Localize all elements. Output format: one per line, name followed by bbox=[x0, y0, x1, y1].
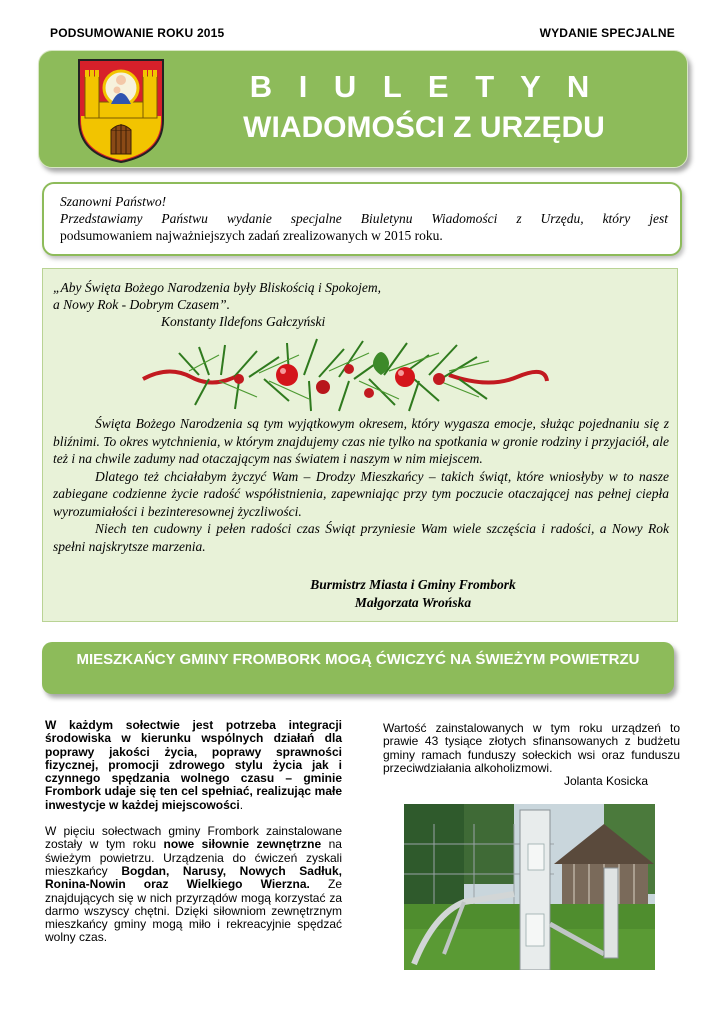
intro-greeting: Szanowni Państwo! bbox=[60, 194, 167, 209]
bulletin-title: B I U L E T Y N bbox=[249, 69, 599, 104]
christmas-wishes-box bbox=[42, 268, 678, 622]
article-lead-end: . bbox=[239, 797, 244, 812]
wishes-body bbox=[53, 415, 669, 555]
outdoor-gym-photo bbox=[404, 804, 655, 970]
wishes-paragraph: Święta Bożego Narodzenia są tym wyjątkowym okresem, który wygasza emocje, służąc pojednaniu się z bliźnimi. To okres wytchnienia, w którym znajdujemy czas nie tylko na spotkania w gronie rodziny i przyjaciół, ale też i na chwile zadumy nad otaczającym nas światem i naszym w nim miejscem. bbox=[53, 416, 669, 466]
highlight-text: nowe siłownie zewnętrzne bbox=[163, 837, 322, 852]
intro-line: Przedstawiamy Państwu wydanie specjalne Biuletynu Wiadomości z Urzędu, który jest bbox=[60, 211, 668, 226]
text-run: na świeżym powietrzu. Urządzenia do ćwiczeń zyskali mieszkańcy bbox=[45, 837, 342, 878]
wishes-paragraph: Dlatego też chciałabym życzyć Wam – Drodzy Mieszkańcy – takich świąt, które wniosłyby w to nasze zabiegane codzienne życie radość współistnienia, zapewniając przy tym poczucie otaczającej nas pełnej ciepła wyrozumiałości i bezinteresownej życzliwości. bbox=[53, 468, 669, 519]
article-lead-bold: W każdym sołectwie jest potrzeba integracji środowiska w kierunku wspólnych działań dla poprawy jakości życia, poprawy sprawności fizycznej, promocji zdrowego stylu życia jak i czynnego spędzania wolnego czasu – gminie Frombork udaje się ten cel spełniać, realizując małe inwestycje w każdej miejscowości bbox=[45, 718, 342, 812]
quote bbox=[53, 279, 381, 330]
quote-line: a Nowy Rok - Dobrym Czasem”. bbox=[53, 297, 230, 312]
signature-title: Burmistrz Miasta i Gminy Frombork bbox=[310, 577, 516, 592]
article-paragraph: Wartość zainstalowanych w tym roku urządzeń to prawie 43 tysiące złotych sfinansowanych z budżetu gminy ramach funduszy sołeckich wsi oraz funduszu przeciwdziałania alkoholizmowi. bbox=[383, 721, 680, 775]
article-lead bbox=[45, 719, 342, 812]
article-right-column bbox=[383, 722, 680, 788]
section-header bbox=[42, 642, 674, 694]
bulletin-subtitle: WIADOMOŚCI Z URZĘDU bbox=[243, 111, 605, 144]
intro-box bbox=[42, 182, 682, 256]
section-title: MIESZKAŃCY GMINY FROMBORK MOGĄ ĆWICZYĆ NA ŚWIEŻYM POWIETRZU bbox=[76, 651, 640, 668]
intro-line: podsumowaniem najważniejszych zadań zrealizowanych w 2015 roku. bbox=[60, 228, 443, 243]
signature-name: Małgorzata Wrońska bbox=[354, 595, 472, 610]
christmas-garland-icon bbox=[139, 335, 549, 417]
issue-label: PODSUMOWANIE ROKU 2015 bbox=[50, 26, 225, 40]
bulletin-header bbox=[38, 50, 688, 168]
quote-line: „Aby Święta Bożego Narodzenia były Bliskością i Spokojem, bbox=[53, 280, 381, 295]
edition-label: WYDANIE SPECJALNE bbox=[539, 26, 675, 40]
town-coat-of-arms-icon bbox=[77, 58, 165, 164]
quote-author: Konstanty Ildefons Gałczyński bbox=[161, 314, 326, 329]
village-names: Bogdan, Narusy, Nowych Sadłuk, Ronina-Nowin oraz Wielkiego Wierzna. bbox=[45, 863, 342, 892]
signature bbox=[203, 576, 623, 612]
text-run: W pięciu sołectwach gminy Frombork zainstalowane zostały w tym roku bbox=[45, 824, 342, 852]
article-paragraph bbox=[45, 825, 342, 945]
wishes-paragraph: Niech ten cudowny i pełen radości czas Świąt przyniesie Wam wiele szczęścia i radości, a Nowy Rok spełni najskrytsze marzenia. bbox=[53, 521, 669, 554]
text-run: Ze znajdujących się w nich przyrządów mogą korzystać za darmo wszyscy chętni. Dzięki siłowniom zewnętrznym mieszkańcy gminy mogą miło i rekreacyjnie spędzać wolny czas. bbox=[45, 877, 342, 945]
article-author: Jolanta Kosicka bbox=[563, 774, 648, 789]
article-left-column bbox=[45, 719, 342, 958]
intro-text bbox=[60, 193, 668, 244]
